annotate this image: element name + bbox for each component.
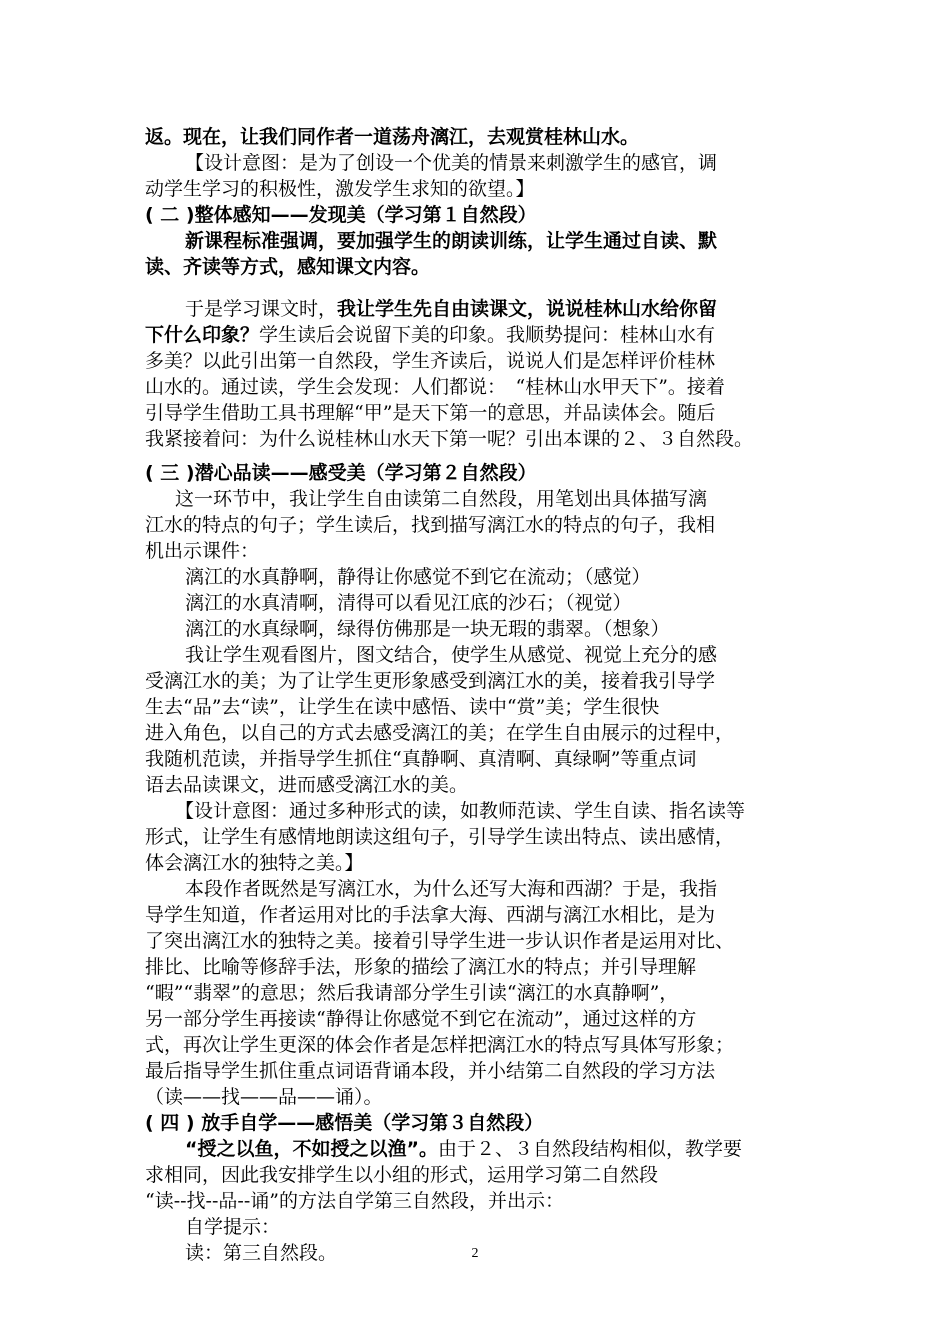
paragraph-line: 最后指导学生抓住重点词语背诵本段，并小结第二自然段的学习方法 (145, 1060, 716, 1082)
design-intent-line: 【设计意图：通过多种形式的读，如教师范读、学生自读、指名读等 (175, 800, 746, 822)
design-intent-line: 【设计意图：是为了创设一个优美的情景来刺激学生的感官，调 (185, 152, 718, 174)
paragraph-line: 多美？以此引出第一自然段，学生齐读后，说说人们是怎样评价桂林 (145, 350, 716, 372)
paragraph-line: 本段作者既然是写漓江水，为什么还写大海和西湖？于是，我指 (185, 878, 718, 900)
paragraph-line: 自学提示： (185, 1216, 281, 1238)
paragraph-line: “暇”“翡翠”的意思；然后我请部分学生引读“漓江的水真静啊”， (145, 982, 679, 1004)
quote-line: 漓江的水真清啊，清得可以看见江底的沙石；（视觉） (185, 592, 632, 614)
paragraph-line: 受漓江水的美；为了让学生更形象感受到漓江水的美，接着我引导学 (145, 670, 716, 692)
paragraph-line: 读、齐读等方式，感知课文内容。 (145, 256, 431, 278)
paragraph-line: 式，再次让学生更深的体会作者是怎样把漓江水的特点写具体写形象； (145, 1034, 735, 1056)
paragraph-line: 了突出漓江水的独特之美。接着引导学生进一步认识作者是运用对比、 (145, 930, 735, 952)
paragraph-line: 新课程标准强调，要加强学生的朗读训练，让学生通过自读、默 (185, 230, 718, 252)
design-intent-line: 动学生学习的积极性，激发学生求知的欲望。】 (145, 178, 535, 200)
quote-line: 漓江的水真静啊，静得让你感觉不到它在流动；（感觉） (185, 566, 651, 588)
paragraph-line: 语去品读课文，进而感受漓江水的美。 (145, 774, 469, 796)
paragraph-line: 我紧接着问：为什么说桂林山水天下第一呢？引出本课的２、３自然段。 (145, 428, 754, 450)
paragraph-line: 进入角色，以自己的方式去感受漓江的美；在学生自由展示的过程中， (145, 722, 735, 744)
spacer (145, 280, 815, 296)
paragraph-line: （读——找——品——诵）。 (145, 1086, 383, 1108)
paragraph-line: 引导学生借助工具书理解“甲”是天下第一的意思，并品读体会。随后 (145, 402, 716, 424)
paragraph-text: 学生读后会说留下美的印象。我顺势提问：桂林山水有 (259, 324, 716, 346)
paragraph-line (145, 322, 815, 348)
emphasis-text: “授之以鱼，不如授之以渔”。 (185, 1138, 438, 1160)
section-heading-3: ( 三 )潜心品读——感受美（学习第２自然段） (145, 462, 537, 484)
section-heading-4: ( 四 ) 放手自学——感悟美（学习第３自然段） (145, 1112, 544, 1134)
design-intent-line: 体会漓江水的独特之美。】 (145, 852, 364, 874)
paragraph-line: 机出示课件： (145, 540, 260, 562)
paragraph-line: 生去“品”去“读”，让学生在读中感悟、读中“赏”美；学生很快 (145, 696, 660, 718)
section-heading-2: ( 二 )整体感知——发现美（学习第１自然段） (145, 204, 537, 226)
paragraph-text: 于是学习课文时， (185, 298, 338, 320)
paragraph-line (145, 296, 815, 322)
paragraph-line: 返。现在，让我们同作者一道荡舟漓江，去观赏桂林山水。 (145, 126, 640, 148)
paragraph-line: 排比、比喻等修辞手法，形象的描绘了漓江水的特点；并引导理解 (145, 956, 697, 978)
paragraph-line: 读：第三自然段。 (185, 1242, 338, 1264)
paragraph-line: 另一部分学生再接读“静得让你感觉不到它在流动”，通过这样的方 (145, 1008, 697, 1030)
spacer (145, 452, 815, 460)
document-body (145, 124, 815, 1266)
page-number: 2 (471, 1246, 479, 1261)
paragraph-line: 江水的特点的句子；学生读后，找到描写漓江水的特点的句子，我相 (145, 514, 716, 536)
quote-line: 漓江的水真绿啊，绿得仿佛那是一块无瑕的翡翠。（想象） (185, 618, 670, 640)
emphasis-text: 下什么印象？ (145, 324, 260, 346)
paragraph-line: 这一环节中，我让学生自由读第二自然段，用笔划出具体描写漓 (175, 488, 708, 510)
paragraph-line: 我让学生观看图片，图文结合，使学生从感觉、视觉上充分的感 (185, 644, 718, 666)
emphasis-text: 我让学生先自由读课文，说说桂林山水给你留 (337, 298, 718, 320)
paragraph-line (145, 1136, 815, 1162)
paragraph-text: 由于２、３自然段结构相似，教学要 (437, 1138, 742, 1160)
paragraph-line: “读--找--品--诵”的方法自学第三自然段，并出示： (145, 1190, 564, 1212)
design-intent-line: 形式，让学生有感情地朗读这组句子，引导学生读出特点、读出感情， (145, 826, 735, 848)
paragraph-line: 山水的。通过读，学生会发现：人们都说： “桂林山水甲天下”。接着 (145, 376, 725, 398)
paragraph-line: 我随机范读，并指导学生抓住“真静啊、真清啊、真绿啊”等重点词 (145, 748, 697, 770)
paragraph-line: 求相同，因此我安排学生以小组的形式，运用学习第二自然段 (145, 1164, 659, 1186)
paragraph-line: 导学生知道，作者运用对比的手法拿大海、西湖与漓江水相比，是为 (145, 904, 716, 926)
